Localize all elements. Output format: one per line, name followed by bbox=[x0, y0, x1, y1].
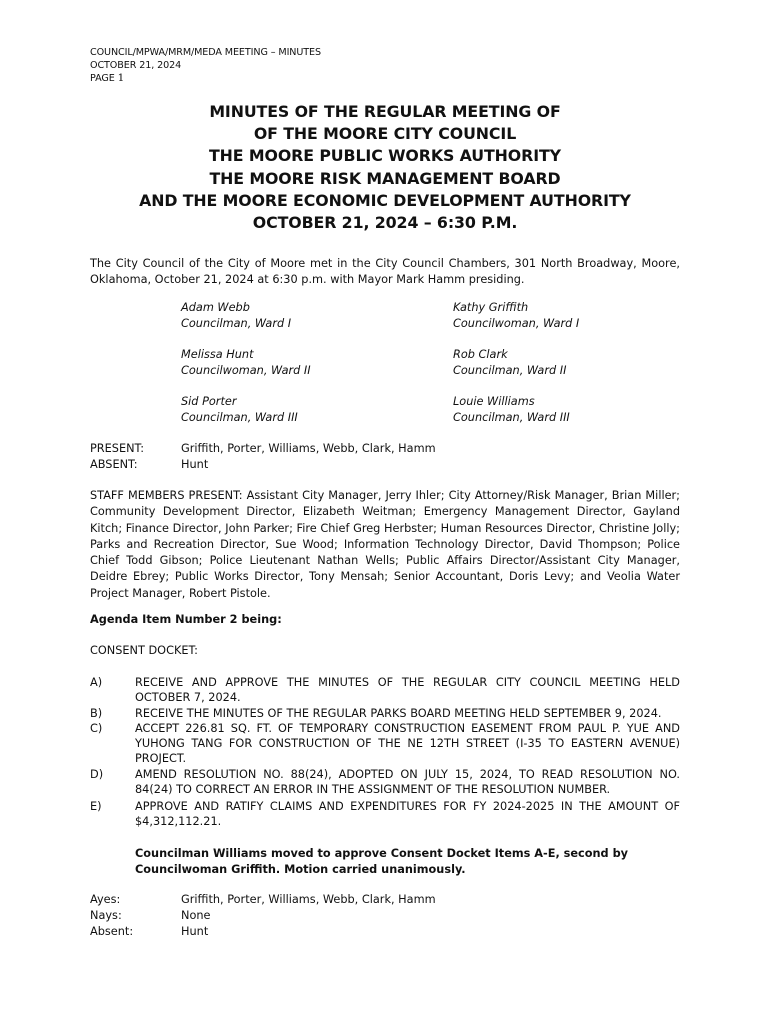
item-letter: E) bbox=[90, 800, 102, 813]
item-letter: A) bbox=[90, 676, 103, 689]
item-text: APPROVE AND RATIFY CLAIMS AND EXPENDITURES FOR FY 2024-2025 IN THE AMOUNT OF $4,312,112.21. bbox=[135, 800, 680, 829]
vote-absent-label: Absent: bbox=[90, 925, 134, 938]
member-name: Rob Clark bbox=[453, 348, 508, 361]
member-role: Councilman, Ward II bbox=[453, 364, 567, 378]
document-title bbox=[0, 101, 770, 234]
member-entry bbox=[453, 347, 566, 379]
member-name: Sid Porter bbox=[181, 395, 237, 408]
member-name: Adam Webb bbox=[181, 301, 250, 314]
member-role: Councilwoman, Ward II bbox=[181, 364, 311, 378]
title-line: THE MOORE RISK MANAGEMENT BOARD bbox=[209, 168, 561, 188]
item-letter: D) bbox=[90, 768, 104, 781]
absent-list: Hunt bbox=[181, 458, 209, 471]
header-page bbox=[90, 72, 321, 85]
vote-absent-list: Hunt bbox=[181, 925, 209, 938]
member-entry bbox=[181, 347, 311, 379]
member-name: Louie Williams bbox=[453, 395, 535, 408]
agenda-heading: Agenda Item Number 2 being: bbox=[90, 613, 282, 626]
motion-text: Councilman Williams moved to approve Consent Docket Items A-E, second by Councilwoman Griffith. Motion carried unanimously. bbox=[135, 847, 629, 877]
item-text: RECEIVE THE MINUTES OF THE REGULAR PARKS BOARD MEETING HELD SEPTEMBER 9, 2024. bbox=[135, 707, 662, 720]
member-role: Councilman, Ward III bbox=[181, 411, 298, 425]
nays-list: None bbox=[181, 909, 211, 922]
member-name: Melissa Hunt bbox=[181, 348, 254, 361]
absent-label: ABSENT: bbox=[90, 458, 138, 471]
title-line: AND THE MOORE ECONOMIC DEVELOPMENT AUTHORITY bbox=[139, 190, 631, 210]
item-letter: C) bbox=[90, 722, 103, 735]
member-entry bbox=[181, 394, 298, 426]
item-letter: B) bbox=[90, 707, 103, 720]
header-page-number: 1 bbox=[117, 72, 125, 84]
ayes-label: Ayes: bbox=[90, 893, 121, 906]
item-text: RECEIVE AND APPROVE THE MINUTES OF THE REGULAR CITY COUNCIL MEETING HELD OCTOBER 7, 2024. bbox=[135, 676, 680, 705]
nays-label: Nays: bbox=[90, 909, 122, 922]
item-text: ACCEPT 226.81 SQ. FT. OF TEMPORARY CONSTRUCTION EASEMENT FROM PAUL P. YUE AND YUHONG TANG FOR CONSTRUCTION OF THE NE 12TH STREET (I-35 TO EASTERN AVENUE) PROJECT. bbox=[135, 722, 680, 766]
consent-heading: CONSENT DOCKET: bbox=[90, 644, 198, 657]
member-role: Councilman, Ward III bbox=[453, 411, 570, 425]
member-entry bbox=[181, 300, 291, 332]
member-role: Councilman, Ward I bbox=[181, 317, 292, 331]
member-entry bbox=[453, 300, 579, 332]
title-line: OF THE MOORE CITY COUNCIL bbox=[253, 124, 517, 144]
title-line: MINUTES OF THE REGULAR MEETING OF bbox=[209, 102, 561, 121]
present-label: PRESENT: bbox=[90, 442, 145, 455]
header-date: OCTOBER 21, 2024 bbox=[90, 60, 182, 71]
present-list: Griffith, Porter, Williams, Webb, Clark, Hamm bbox=[181, 442, 436, 455]
member-role: Councilwoman, Ward I bbox=[453, 317, 580, 331]
title-line: OCTOBER 21, 2024 – 6:30 P.M. bbox=[252, 213, 518, 233]
header-meeting: COUNCIL/MPWA/MRM/MEDA MEETING – MINUTES bbox=[90, 47, 322, 58]
member-entry bbox=[453, 394, 570, 426]
staff-paragraph: STAFF MEMBERS PRESENT: Assistant City Manager, Jerry Ihler; City Attorney/Risk Manager, Brian Miller; Community Development Director, Elizabeth Weitman; Emergency Management Director, Gayland Kitch; Finance Director, John Parker; Fire Chief Greg Herbster; Human Resources Director, Christine Jolly; Parks and Recreation Director, Sue Wood; Information Technology Director, David Thompson; Police Chief Todd Gibson; Police Lieutenant Nathan Wells; Public Affairs Director/Assistant City Manager, Deidre Ebrey; Public Works Director, Tony Mensah; Senior Accountant, Doris Levy; and Veolia Water Project Manager, Robert Pistole. bbox=[90, 489, 680, 600]
header-page-prefix: PAGE bbox=[90, 73, 115, 84]
member-name: Kathy Griffith bbox=[453, 301, 529, 314]
item-text: AMEND RESOLUTION NO. 88(24), ADOPTED ON JULY 15, 2024, TO READ RESOLUTION NO. 84(24) TO CORRECT AN ERROR IN THE ASSIGNMENT OF THE RESOLUTION NUMBER. bbox=[135, 768, 680, 797]
running-header bbox=[90, 46, 321, 85]
intro-paragraph: The City Council of the City of Moore met in the City Council Chambers, 301 North Broadway, Moore, Oklahoma, October 21, 2024 at 6:30 p.m. with Mayor Mark Hamm presiding. bbox=[90, 257, 680, 287]
title-line: THE MOORE PUBLIC WORKS AUTHORITY bbox=[209, 146, 561, 166]
ayes-list: Griffith, Porter, Williams, Webb, Clark, Hamm bbox=[181, 893, 436, 906]
